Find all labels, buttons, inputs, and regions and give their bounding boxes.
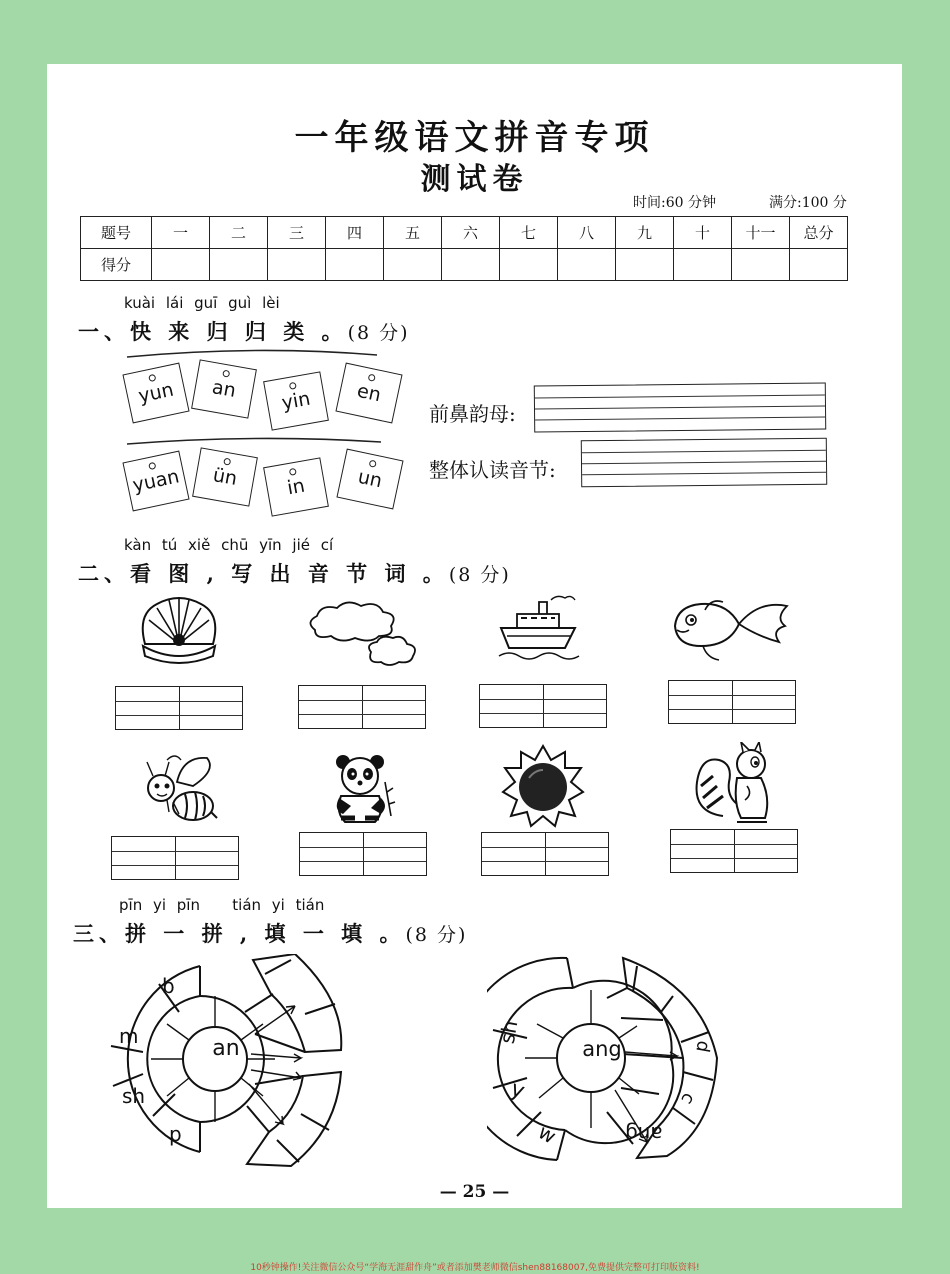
score-cell[interactable] bbox=[674, 249, 732, 281]
guide-line bbox=[582, 461, 826, 465]
grid-divider bbox=[545, 833, 546, 875]
answer-grid[interactable] bbox=[115, 686, 243, 730]
front-nasal-label: 前鼻韵母: bbox=[429, 402, 516, 426]
grid-line bbox=[116, 715, 242, 716]
grid-line bbox=[299, 714, 425, 715]
answer-grid[interactable] bbox=[299, 832, 427, 876]
wheel1-initial: sh bbox=[122, 1084, 146, 1108]
score-cell[interactable] bbox=[152, 249, 210, 281]
cloud-icon bbox=[305, 600, 425, 670]
card-hole bbox=[289, 468, 297, 476]
whole-syllable-label: 整体认读音节: bbox=[429, 458, 556, 482]
section3-points: (8 分) bbox=[405, 924, 468, 946]
guide-line bbox=[535, 416, 825, 420]
guide-line bbox=[582, 450, 826, 454]
grid-line bbox=[112, 851, 238, 852]
answer-grid[interactable] bbox=[481, 832, 609, 876]
answer-grid[interactable] bbox=[479, 684, 607, 728]
section2-heading bbox=[78, 558, 511, 588]
section2-points: (8 分) bbox=[448, 564, 511, 586]
wheel1-initial: b bbox=[162, 974, 175, 998]
grid-line bbox=[669, 695, 795, 696]
answer-grid[interactable] bbox=[298, 685, 426, 729]
row-label: 题号 bbox=[81, 217, 152, 249]
grid-line bbox=[116, 701, 242, 702]
pinyin-card[interactable] bbox=[122, 451, 189, 512]
title-line-1: 一年级语文拼音专项 bbox=[294, 118, 655, 158]
shell-icon bbox=[137, 594, 221, 670]
score-cell[interactable] bbox=[268, 249, 326, 281]
goldfish-icon bbox=[667, 596, 795, 668]
col-header: 二 bbox=[210, 217, 268, 249]
score-table bbox=[80, 216, 848, 281]
card-text: yuan bbox=[130, 465, 182, 497]
card-text: yin bbox=[280, 387, 312, 415]
card-hole bbox=[369, 460, 377, 468]
grid-divider bbox=[179, 687, 180, 729]
time-limit: 时间:60 分钟 bbox=[633, 195, 716, 211]
full-score: 满分:100 分 bbox=[769, 195, 847, 211]
col-header: 三 bbox=[268, 217, 326, 249]
section1-pinyin: kuài lái guī guì lèi bbox=[124, 294, 280, 312]
footer-note: 10秒钟操作!关注微信公众号“学海无涯甜作舟”或者添加樊老师微信shen88168007,免费提供完整可打印版资料! bbox=[250, 1263, 700, 1273]
score-cell[interactable] bbox=[790, 249, 848, 281]
pinyin-card[interactable] bbox=[191, 359, 257, 418]
wheel2-outer-glyph: d bbox=[691, 1039, 715, 1054]
card-text: yun bbox=[136, 378, 176, 408]
score-cell[interactable] bbox=[384, 249, 442, 281]
row-label: 得分 bbox=[81, 249, 152, 281]
score-cell[interactable] bbox=[500, 249, 558, 281]
col-header: 总分 bbox=[790, 217, 848, 249]
score-cell[interactable] bbox=[616, 249, 674, 281]
front-nasal-answer-box[interactable] bbox=[534, 382, 826, 432]
sun-icon bbox=[501, 744, 585, 828]
pinyin-card[interactable] bbox=[192, 447, 258, 506]
title-line-2: 测试卷 bbox=[420, 162, 529, 197]
grid-line bbox=[669, 709, 795, 710]
score-cell[interactable] bbox=[732, 249, 790, 281]
spelling-wheel-1 bbox=[105, 954, 365, 1174]
col-header: 五 bbox=[384, 217, 442, 249]
grid-divider bbox=[175, 837, 176, 879]
score-cell[interactable] bbox=[442, 249, 500, 281]
pinyin-card[interactable] bbox=[263, 371, 329, 430]
score-row bbox=[81, 249, 848, 281]
grid-line bbox=[671, 858, 797, 859]
grid-divider bbox=[732, 681, 733, 723]
grid-line bbox=[299, 700, 425, 701]
score-cell[interactable] bbox=[326, 249, 384, 281]
bee-icon bbox=[137, 752, 219, 832]
section1-points: (8 分) bbox=[347, 322, 410, 344]
grid-line bbox=[480, 699, 606, 700]
card-text: in bbox=[285, 474, 307, 500]
panda-icon bbox=[331, 752, 397, 824]
col-header: 九 bbox=[616, 217, 674, 249]
grid-line bbox=[300, 847, 426, 848]
pinyin-card[interactable] bbox=[336, 449, 403, 510]
answer-grid[interactable] bbox=[111, 836, 239, 880]
section3-pinyin: pīn yi pīn tián yi tián bbox=[119, 896, 325, 914]
section3-title: 三、拼 一 拼 , 填 一 填 。 bbox=[73, 921, 406, 946]
grid-line bbox=[482, 861, 608, 862]
card-text: ün bbox=[211, 464, 239, 490]
score-cell[interactable] bbox=[210, 249, 268, 281]
wheel1-center-text: an bbox=[212, 1036, 240, 1061]
guide-line bbox=[535, 394, 825, 398]
wheel2-outer-glyph: c bbox=[676, 1088, 700, 1109]
section1-heading bbox=[78, 316, 410, 346]
section2-title: 二、看 图 , 写 出 音 节 词 。 bbox=[78, 561, 449, 586]
col-header: 十一 bbox=[732, 217, 790, 249]
grid-divider bbox=[362, 686, 363, 728]
grid-line bbox=[482, 847, 608, 848]
worksheet-page bbox=[47, 64, 902, 1208]
card-hole bbox=[368, 374, 376, 382]
squirrel-icon bbox=[693, 742, 775, 828]
wheel2-center-text: ang bbox=[582, 1037, 622, 1061]
grid-line bbox=[480, 713, 606, 714]
card-text: an bbox=[210, 376, 238, 402]
col-header: 八 bbox=[558, 217, 616, 249]
section3-heading bbox=[73, 918, 467, 948]
wheel1-initial: m bbox=[119, 1024, 139, 1048]
card-text: un bbox=[355, 465, 385, 493]
col-header: 一 bbox=[152, 217, 210, 249]
wheel2-initial: sh bbox=[494, 1018, 523, 1046]
card-hole bbox=[222, 370, 230, 378]
whole-syllable-answer-box[interactable] bbox=[581, 438, 827, 488]
card-hole bbox=[223, 458, 231, 466]
answer-grid[interactable] bbox=[668, 680, 796, 724]
section1-title: 一、快 来 归 归 类 。 bbox=[78, 319, 348, 344]
pinyin-card[interactable] bbox=[263, 457, 329, 516]
grid-divider bbox=[543, 685, 544, 727]
question-number-row bbox=[81, 217, 848, 249]
score-cell[interactable] bbox=[558, 249, 616, 281]
grid-line bbox=[112, 865, 238, 866]
answer-grid[interactable] bbox=[670, 829, 798, 873]
col-header: 十 bbox=[674, 217, 732, 249]
section2-pinyin: kàn tú xiě chū yīn jié cí bbox=[124, 536, 334, 554]
guide-line bbox=[535, 405, 825, 409]
guide-line bbox=[582, 472, 826, 476]
col-header: 四 bbox=[326, 217, 384, 249]
col-header: 七 bbox=[500, 217, 558, 249]
grid-divider bbox=[363, 833, 364, 875]
col-header: 六 bbox=[442, 217, 500, 249]
wheel2-initial: w bbox=[534, 1119, 561, 1149]
wheel1-initial: p bbox=[169, 1122, 182, 1146]
card-hole bbox=[289, 382, 297, 390]
grid-divider bbox=[734, 830, 735, 872]
page-number: — 25 — bbox=[439, 1182, 510, 1202]
grid-line bbox=[300, 861, 426, 862]
grid-line bbox=[671, 844, 797, 845]
wheel2-initial: y bbox=[507, 1076, 528, 1105]
ship-icon bbox=[495, 594, 581, 670]
card-text: en bbox=[355, 379, 383, 407]
wheel2-outer-glyph: ang bbox=[625, 1122, 663, 1146]
